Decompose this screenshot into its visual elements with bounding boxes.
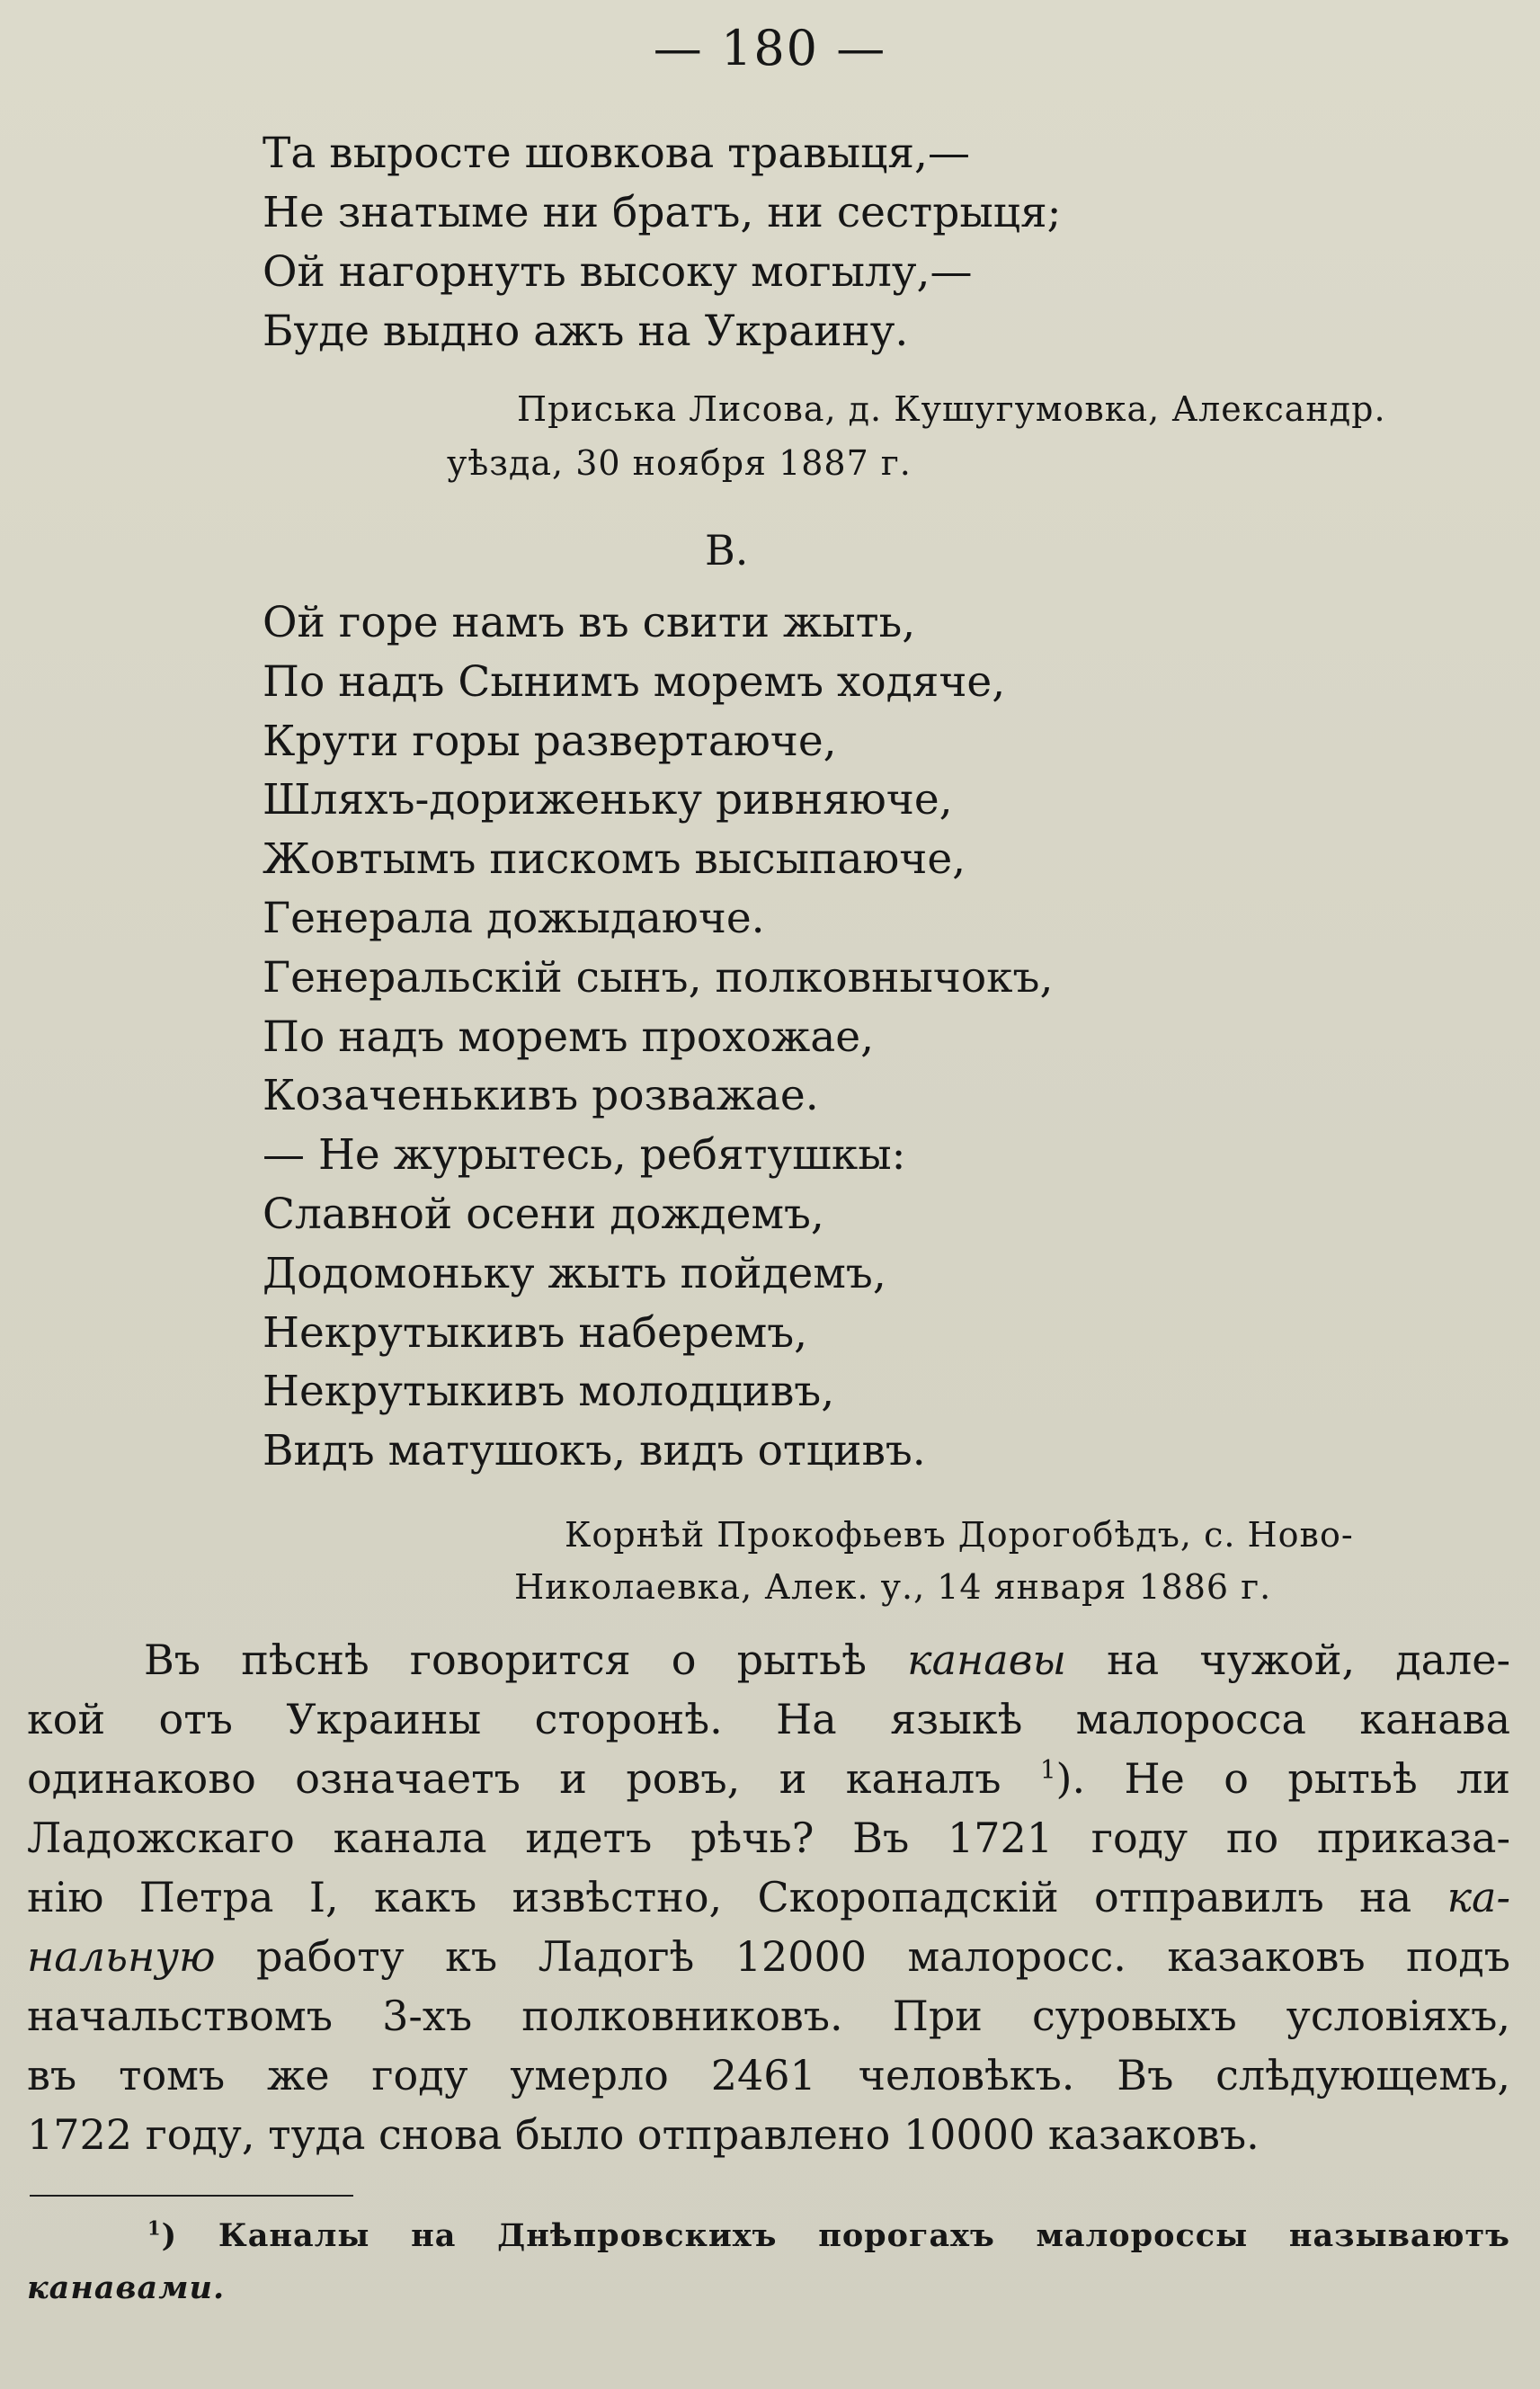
- verse-line: Крути горы развертаюче,: [263, 716, 837, 766]
- footnote: [27, 2210, 1510, 2314]
- verse-a: [263, 124, 1061, 361]
- prose-line: въ томъ же году умерло 2461 человѣкъ. Въ слѣдующемъ,: [27, 2051, 1510, 2099]
- verse-line: По надъ моремъ прохожае,: [263, 1012, 875, 1062]
- verse-line: Ой нагорнуть высоку могылу,—: [263, 247, 973, 297]
- emphasis: канавы: [907, 1636, 1066, 1684]
- verse-line: По надъ Сынимъ моремъ ходяче,: [263, 656, 1006, 707]
- verse-line: Некрутыкивъ наберемъ,: [263, 1307, 808, 1358]
- prose-line: 1722 году, туда снова было отправлено 10000 казаковъ.: [27, 2110, 1260, 2159]
- verse-line: Видъ матушокъ, видъ отцивъ.: [263, 1426, 926, 1476]
- verse-line: Козаченькивъ розважае.: [263, 1071, 819, 1121]
- page-number: — 180 —: [653, 20, 887, 76]
- emphasis: канавами.: [27, 2269, 226, 2306]
- verse-line: Славной осени дождемъ,: [263, 1189, 824, 1239]
- footnote-line: [27, 2262, 1510, 2314]
- prose-line: Въ пѣснѣ говорится о рытьѣ канавы на чужой, дале-: [144, 1636, 1510, 1684]
- footnote-divider: [30, 2195, 353, 2197]
- verse-line: Ой горе намъ въ свити жыть,: [263, 598, 916, 647]
- prose-line: одинаково означаетъ и ровъ, и каналъ $^1$). Не о рытьѣ ли: [27, 1754, 1510, 1803]
- prose-line: кой отъ Украины сторонѣ. На языкѣ малоросса канава: [27, 1695, 1510, 1743]
- attribution-a-line1: Приська Лисова, д. Кушугумовка, Александр.: [517, 389, 1386, 429]
- commentary-paragraph: [27, 1630, 1510, 2164]
- verse-line: Не знатыме ни братъ, ни сестрыця;: [263, 188, 1062, 237]
- footnote-number: 1: [147, 2216, 162, 2240]
- section-heading: В.: [705, 526, 749, 575]
- verse-line: Генеральскій сынъ, полковнычокъ,: [263, 952, 1054, 1003]
- emphasis: нальную: [27, 1932, 216, 1981]
- verse-line: Жовтымъ пискомъ высыпаюче,: [263, 834, 966, 885]
- prose-line: Ладожскаго канала идетъ рѣчь? Въ 1721 году по приказа-: [27, 1814, 1510, 1862]
- footnote-marker: 1: [1039, 1754, 1056, 1785]
- verse-line: Некрутыкивъ молодцивъ,: [263, 1367, 835, 1417]
- verse-line: Та выросте шовкова травыця,—: [263, 129, 970, 178]
- footnote-line: $^1$) Каналы на Днѣпровскихъ порогахъ малороссы называютъ: [147, 2216, 1510, 2254]
- prose-line: начальствомъ 3-хъ полковниковъ. При суровыхъ условіяхъ,: [27, 1992, 1510, 2040]
- verse-line: Додомоньку жыть пойдемъ,: [263, 1248, 886, 1298]
- attribution-a-line2: уѣзда, 30 ноября 1887 г.: [447, 443, 912, 483]
- verse-line: Буде выдно ажъ на Украину.: [263, 307, 909, 356]
- prose-line: нальную работу къ Ладогѣ 12000 малоросс. казаковъ подъ: [27, 1932, 1510, 1981]
- verse-b: [263, 593, 1053, 1481]
- attribution-b-line1: Корнѣй Прокофьевъ Дорогобѣдъ, с. Ново-: [565, 1515, 1354, 1555]
- verse-line: Шляхъ-дориженьку ривняюче,: [263, 775, 953, 825]
- emphasis: ка-: [1447, 1873, 1510, 1921]
- attribution-b-line2: Николаевка, Алек. у., 14 января 1886 г.: [514, 1567, 1272, 1607]
- verse-line: Генерала дожыдаюче.: [263, 893, 765, 943]
- prose-line: нію Петра I, какъ извѣстно, Скоропадскій отправилъ на ка-: [27, 1873, 1510, 1921]
- verse-line: — Не журытесь, ребятушкы:: [263, 1130, 906, 1181]
